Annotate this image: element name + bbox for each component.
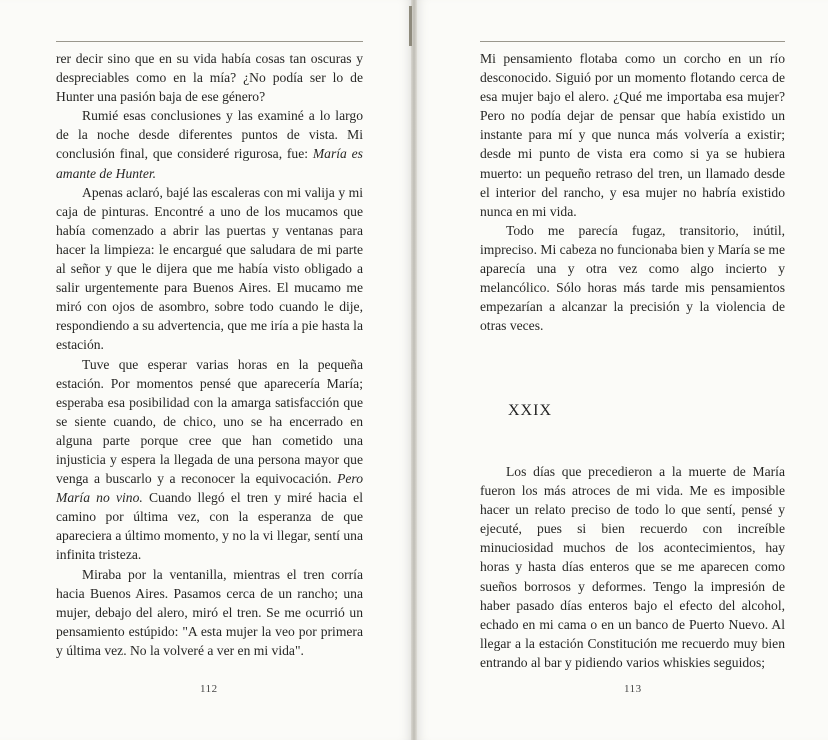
book-gutter (411, 0, 417, 740)
paragraph-text: Rumié esas conclusiones y las examiné a lo largo de la noche desde diferentes puntos de vista. Mi conclusión final, que consideré rigurosa, fue: (56, 108, 363, 162)
right-page-text (480, 49, 785, 335)
chapter-heading: XXIX (508, 402, 552, 419)
right-top-rule (480, 41, 785, 42)
page-number-right: 113 (624, 683, 642, 695)
chapter-text (480, 462, 785, 672)
gutter-mark (409, 6, 412, 46)
left-page-text (56, 49, 363, 660)
paragraph (56, 355, 363, 565)
paragraph: rer decir sino que en su vida había cosas tan oscuras y despreciables como en la mía? ¿No podía ser lo de Hunter una pasión baja de ese género? (56, 51, 363, 105)
italic-phrase: Pero María no vino. (56, 471, 363, 506)
paragraph-text: Cuando llegó el tren y miré hacia el camino por última vez, con la esperanza de que apareciera a último momento, y no la vi llegar, sentí una infinita tristeza. (56, 490, 363, 563)
left-top-rule (56, 41, 363, 42)
paragraph-text: Tuve que esperar varias horas en la pequeña estación. Por momentos pensé que aparecería María; esperaba esa posibilidad con la amarga satisfacción que se siente cuando, de chico, uno se ha encerrado en alguna parte porque cree que han cometido una injusticia y espera la llegada de una persona mayor que venga a buscarlo y a reconocer la equivocación. (56, 356, 363, 487)
italic-conclusion: María es amante de Hunter. (56, 146, 363, 181)
paragraph (56, 106, 363, 182)
page-number-left: 112 (200, 683, 218, 695)
paragraph: Todo me parecía fugaz, transitorio, inútil, impreciso. Mi cabeza no funcionaba bien y María se me aparecía una y otra vez como algo incierto y melancólico. Sólo horas más tarde mis pensamientos empezarían a alcanzar la precisión y la violencia de otras veces. (480, 222, 785, 334)
paragraph: Apenas aclaró, bajé las escaleras con mi valija y mi caja de pinturas. Encontré a uno de los mucamos que había comenzado a abrir las puertas y ventanas para hacer la limpieza: le encargué que saludara de mi parte al señor y que le dijera que me había visto obligado a salir urgentemente para Buenos Aires. El mucamo me miró con ojos de asombro, sobre todo cuando le dije, respondiendo a su advertencia, que me iría a pie hasta la estación. (56, 184, 363, 353)
paragraph: Mi pensamiento flotaba como un corcho en un río desconocido. Siguió por un momento flotando cerca de esa mujer bajo el alero. ¿Qué me importaba esa mujer? Pero no podía dejar de pensar que había existido un instante para mí y que nunca más volvería a existir; desde mi punto de vista era como si ya se hubiera muerto: un pequeño retraso del tren, un llamado desde el interior del rancho, y esa mujer no habría existido nunca en mi vida. (480, 51, 785, 219)
paragraph: Los días que precedieron a la muerte de María fueron los más atroces de mi vida. Me es imposible hacer un relato preciso de todo lo que sentí, pensé y ejecuté, pues si bien recuerdo con increíble minuciosidad muchos de los acontecimientos, hay horas y hasta días enteros que se me aparecen como sueños borrosos y deformes. Tengo la impresión de haber pasado días enteros bajo el efecto del alcohol, echado en mi cama o en un banco de Puerto Nuevo. Al llegar a la estación Constitución me recuerdo muy bien entrando al bar y pidiendo varios whiskies seguidos; (480, 464, 785, 670)
paragraph: Miraba por la ventanilla, mientras el tren corría hacia Buenos Aires. Pasamos cerca de un rancho; una mujer, debajo del alero, miró el tren. Se me ocurrió un pensamiento estúpido: "A esta mujer la veo por primera y última vez. No la volveré a ver en mi vida". (56, 566, 363, 658)
